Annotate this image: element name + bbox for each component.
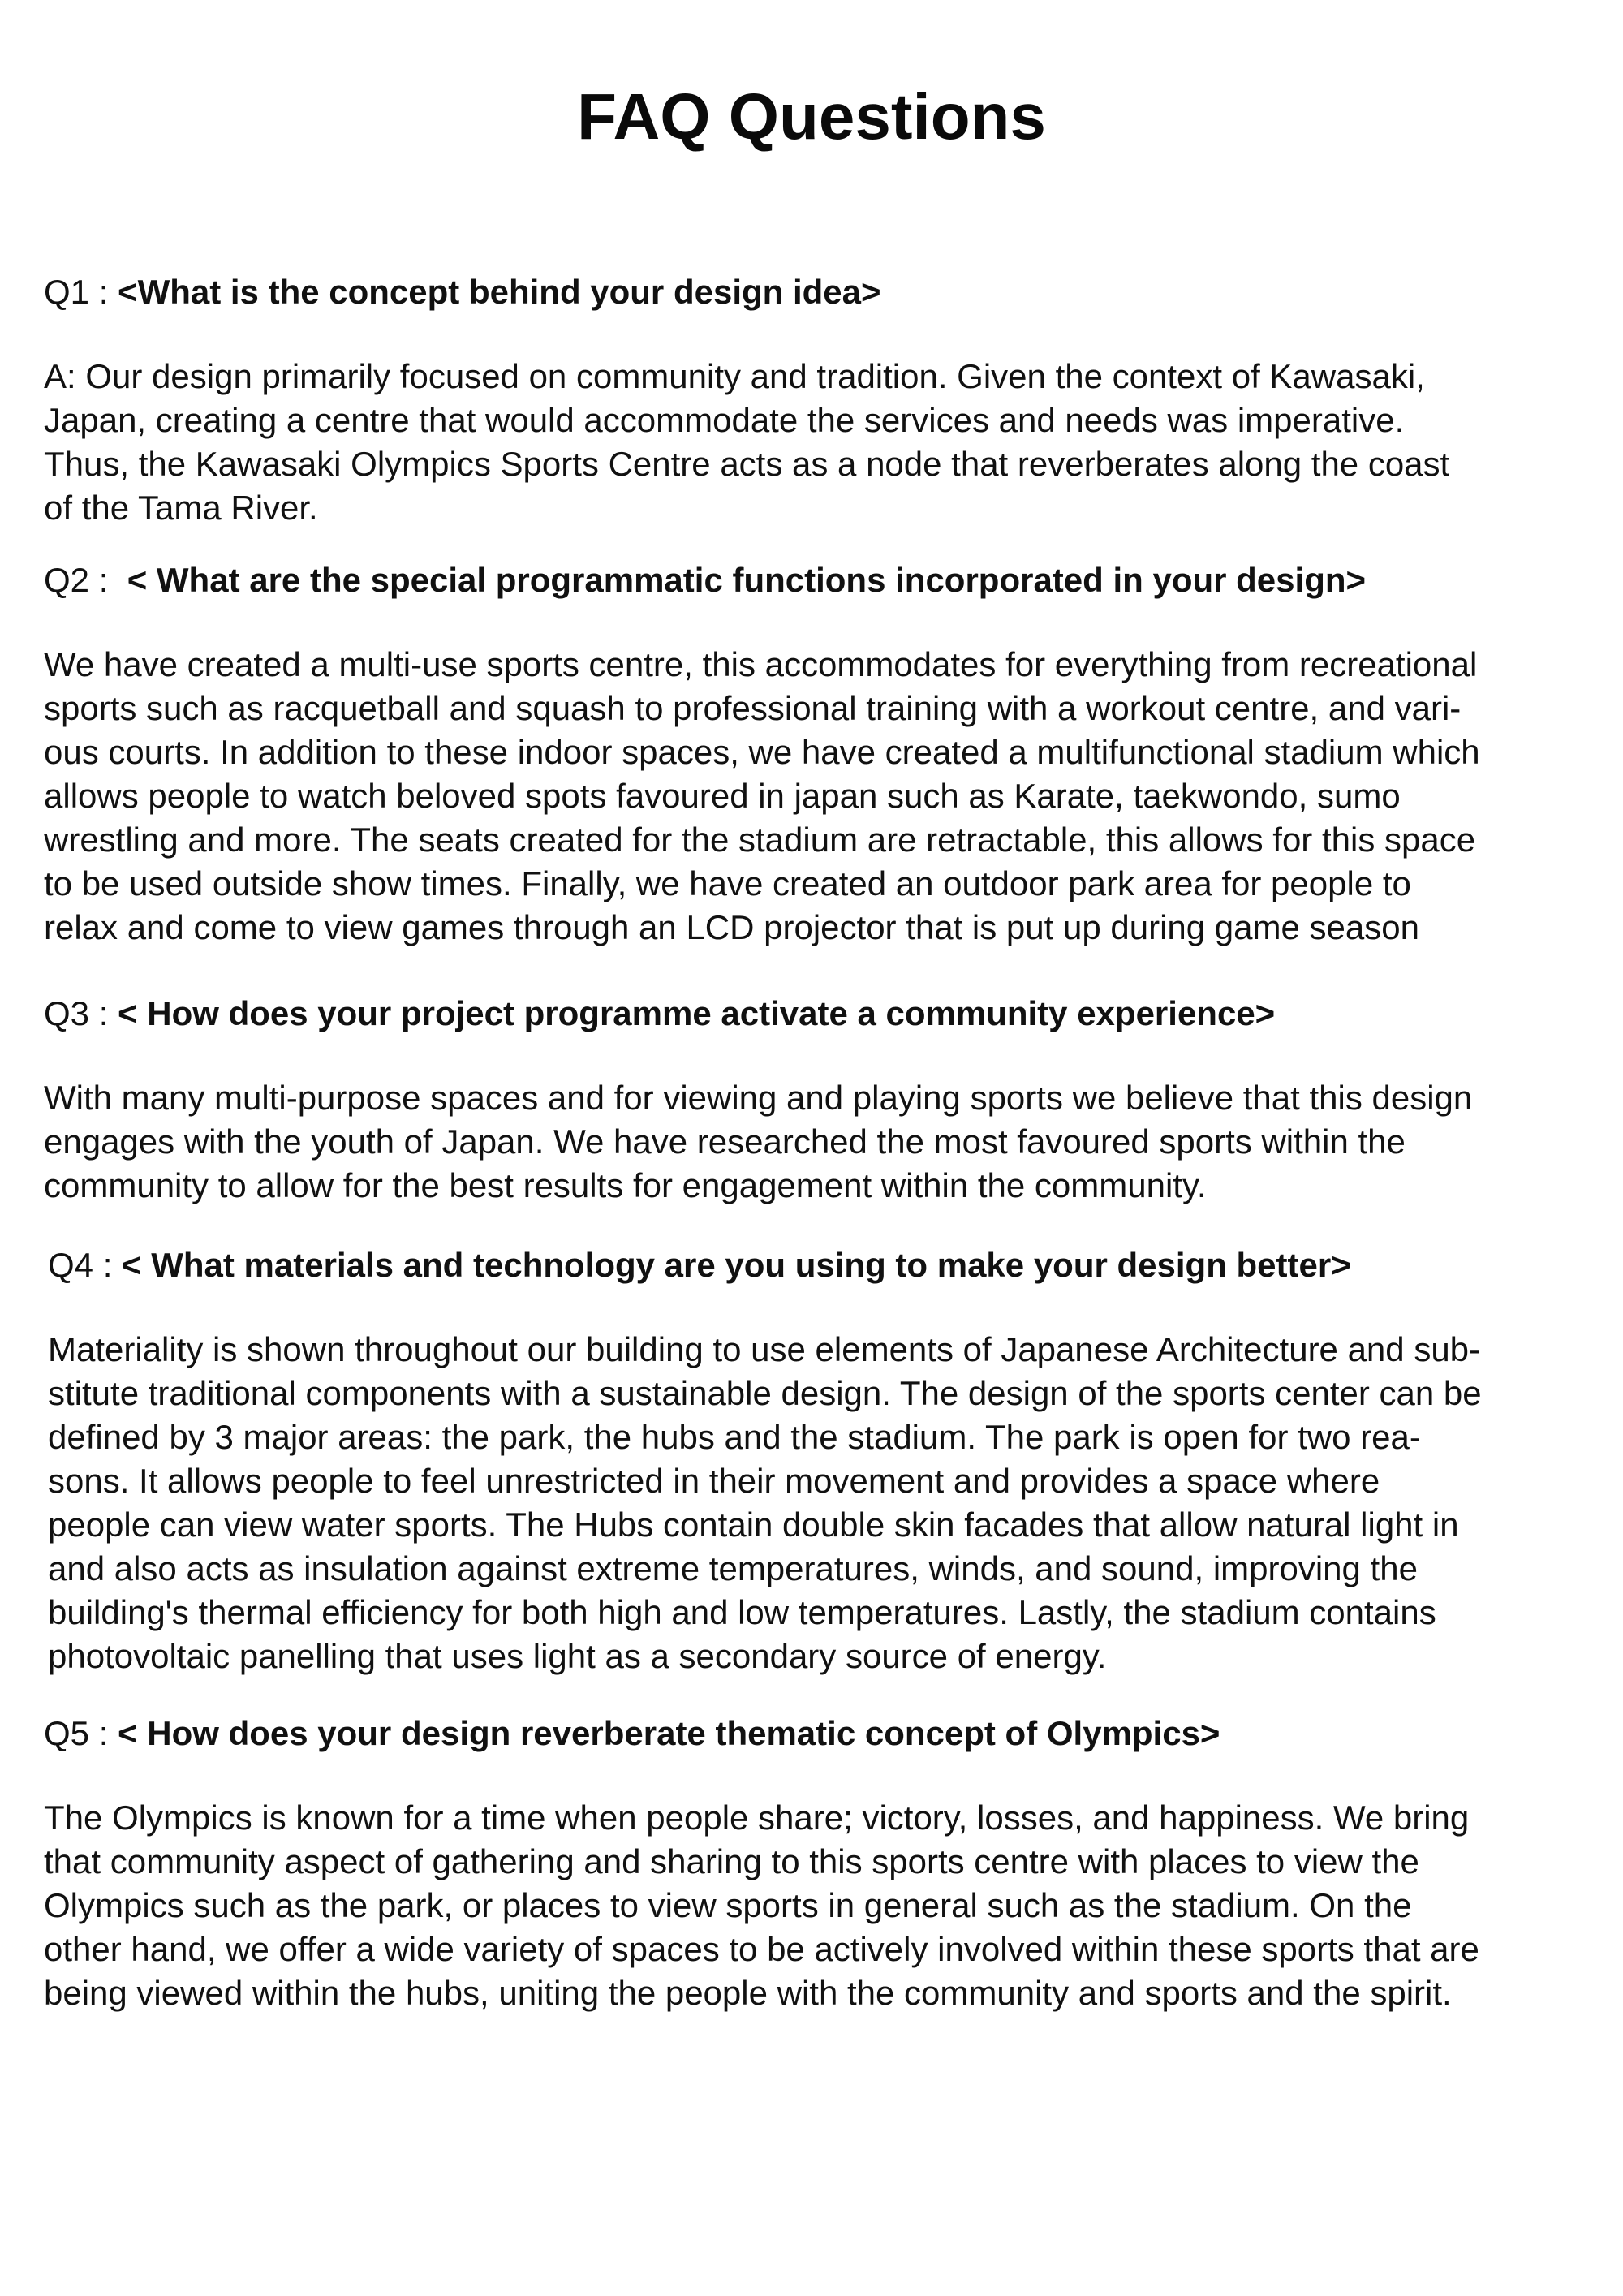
faq-answer [44,355,1602,530]
page-title: FAQ Questions [577,80,1046,153]
question-label: Q3 : [44,994,109,1032]
answer-line: The Olympics is known for a time when people share; victory, losses, and happiness. We bring [44,1798,1470,1837]
answer-line: Olympics such as the park, or places to view sports in general such as the stadium. On the [44,1886,1412,1924]
answer-line: ous courts. In addition to these indoor spaces, we have created a multifunctional stadium which [44,733,1480,771]
question-text: <What is the concept behind your design idea> [118,273,881,311]
faq-answer [44,1076,1602,1208]
faq-question [44,1712,1602,1755]
faq-item-q5 [44,1712,1602,2015]
answer-line: of the Tama River. [44,489,318,527]
answer-line: Thus, the Kawasaki Olympics Sports Centre acts as a node that reverberates along the coast [44,445,1450,483]
faq-question [48,1243,1606,1287]
answer-line: building's thermal efficiency for both high and low temperatures. Lastly, the stadium contains [48,1593,1436,1631]
question-text: < What materials and technology are you using to make your design better> [122,1246,1351,1284]
answer-line: wrestling and more. The seats created for the stadium are retractable, this allows for this space [44,821,1476,859]
answer-line: people can view water sports. The Hubs contain double skin facades that allow natural light in [48,1506,1459,1544]
faq-question [44,270,1602,314]
answer-line: engages with the youth of Japan. We have researched the most favoured sports within the [44,1122,1406,1161]
faq-answer [44,1796,1602,2015]
faq-item-q4 [48,1243,1606,1678]
question-label: Q2 : [44,561,109,599]
answer-line: being viewed within the hubs, uniting the people with the community and sports and the spirit. [44,1974,1452,2012]
answer-line: allows people to watch beloved spots favoured in japan such as Karate, taekwondo, sumo [44,777,1401,815]
faq-item-q3 [44,992,1602,1208]
faq-item-q1 [44,270,1602,530]
question-label: Q4 : [48,1246,113,1284]
answer-line: Materiality is shown throughout our building to use elements of Japanese Architecture and sub- [48,1330,1481,1368]
faq-answer [44,643,1602,950]
question-text: < How does your project programme activate a community experience> [118,994,1276,1032]
question-text: < How does your design reverberate thematic concept of Olympics> [118,1714,1220,1752]
answer-line: other hand, we offer a wide variety of spaces to be actively involved within these sports that are [44,1930,1479,1968]
answer-line: sports such as racquetball and squash to professional training with a workout centre, and vari- [44,689,1462,727]
answer-line: that community aspect of gathering and sharing to this sports centre with places to view the [44,1842,1419,1880]
answer-line: photovoltaic panelling that uses light as a secondary source of energy. [48,1637,1107,1675]
answer-line: sons. It allows people to feel unrestricted in their movement and provides a space where [48,1462,1380,1500]
faq-question [44,992,1602,1036]
answer-line: We have created a multi-use sports centre, this accommodates for everything from recreational [44,645,1478,683]
faq-item-q2 [44,558,1602,950]
answer-line: and also acts as insulation against extreme temperatures, winds, and sound, improving the [48,1549,1418,1587]
question-label: Q5 : [44,1714,109,1752]
answer-line: A: Our design primarily focused on community and tradition. Given the context of Kawasaki, [44,357,1425,395]
answer-line: stitute traditional components with a sustainable design. The design of the sports center can be [48,1374,1482,1412]
answer-line: community to allow for the best results for engagement within the community. [44,1166,1207,1204]
faq-question [44,558,1602,602]
question-label: Q1 : [44,273,109,311]
answer-line: With many multi-purpose spaces and for viewing and playing sports we believe that this design [44,1079,1473,1117]
answer-line: relax and come to view games through an LCD projector that is put up during game season [44,908,1419,946]
answer-line: to be used outside show times. Finally, we have created an outdoor park area for people to [44,864,1411,902]
faq-answer [48,1328,1606,1678]
question-text: < What are the special programmatic functions incorporated in your design> [127,561,1367,599]
answer-line: Japan, creating a centre that would accommodate the services and needs was imperative. [44,401,1405,439]
answer-line: defined by 3 major areas: the park, the hubs and the stadium. The park is open for two rea- [48,1418,1421,1456]
